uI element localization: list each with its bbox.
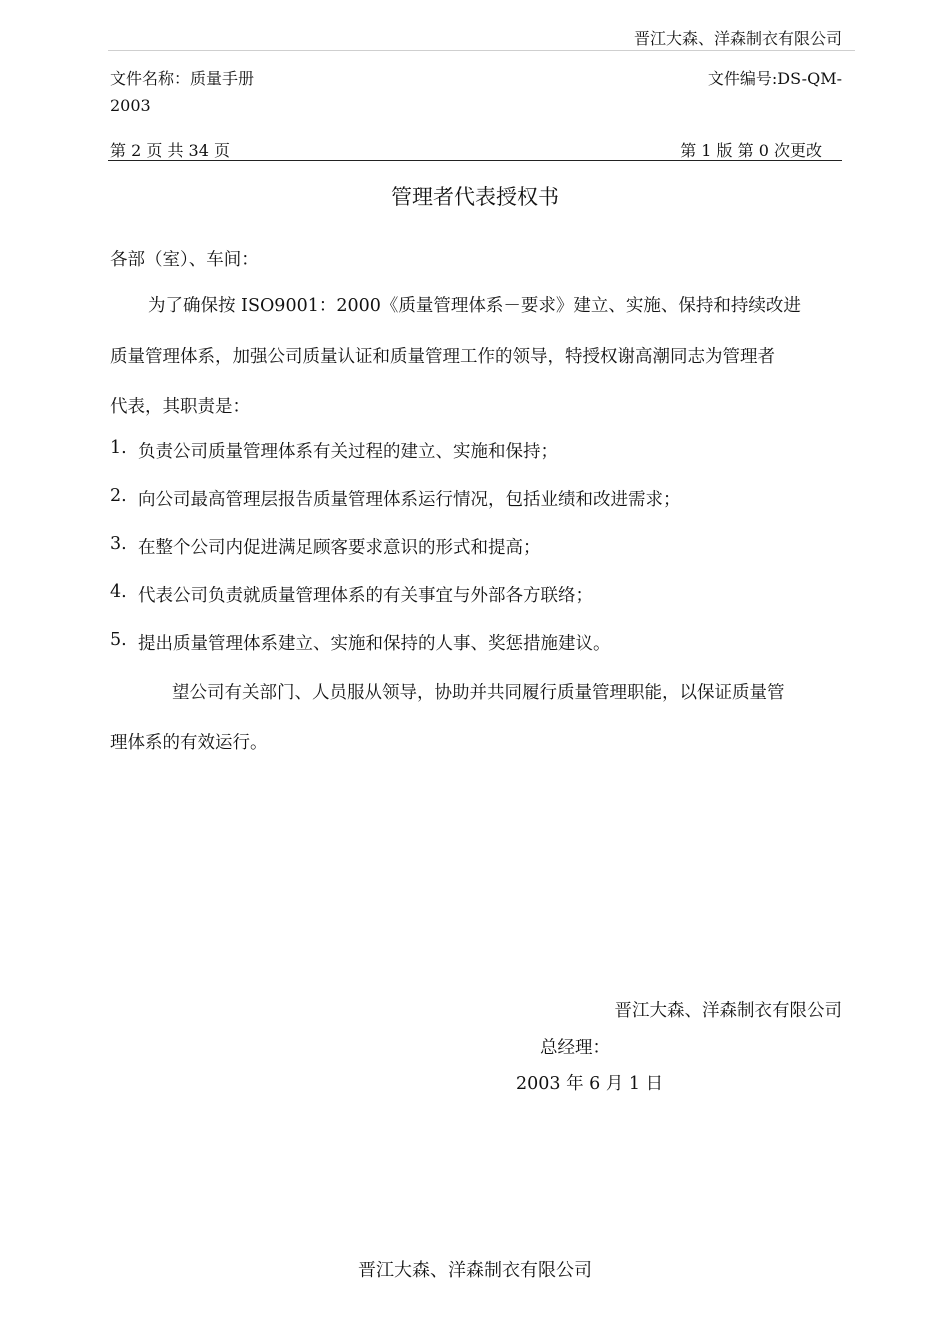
version-info: 第 1 版 第 0 次更改 <box>680 141 822 160</box>
intro-line-1: 为了确保按 ISO9001：2000《质量管理体系－要求》建立、实施、保持和持续改进 <box>148 296 801 316</box>
intro-line-2: 质量管理体系，加强公司质量认证和质量管理工作的领导，特授权谢高潮同志为管理者 <box>110 347 775 367</box>
header-company: 晋江大森、洋森制衣有限公司 <box>633 29 842 48</box>
duty-number-5: 5. <box>110 630 127 650</box>
meta-divider <box>108 160 842 161</box>
closing-line-2: 理体系的有效运行。 <box>110 733 268 753</box>
duty-number-3: 3. <box>110 534 127 554</box>
duty-text-5: 提出质量管理体系建立、实施和保持的人事、奖惩措施建议。 <box>138 634 611 654</box>
duty-text-1: 负责公司质量管理体系有关过程的建立、实施和保持； <box>138 442 558 462</box>
signature-company: 晋江大森、洋森制衣有限公司 <box>614 1001 842 1021</box>
page-info: 第 2 页 共 34 页 <box>110 141 230 160</box>
salutation: 各部（室）、车间： <box>110 250 259 270</box>
signature-manager-label: 总经理： <box>540 1038 610 1058</box>
file-name: 文件名称：质量手册 <box>110 69 255 88</box>
file-number-continued: 2003 <box>110 96 151 115</box>
footer-company: 晋江大森、洋森制衣有限公司 <box>358 1260 592 1281</box>
document-title: 管理者代表授权书 <box>391 185 559 209</box>
file-number: 文件编号:DS-QM- <box>707 69 842 88</box>
duty-text-3: 在整个公司内促进满足顾客要求意识的形式和提高； <box>138 538 541 558</box>
duty-text-2: 向公司最高管理层报告质量管理体系运行情况，包括业绩和改进需求； <box>138 490 681 510</box>
duty-number-1: 1. <box>110 438 127 458</box>
intro-line-3: 代表，其职责是： <box>110 397 250 417</box>
header-divider <box>108 50 855 51</box>
closing-line-1: 望公司有关部门、人员服从领导，协助并共同履行质量管理职能，以保证质量管 <box>172 683 785 703</box>
duty-text-4: 代表公司负责就质量管理体系的有关事宜与外部各方联络； <box>138 586 593 606</box>
signature-date: 2003 年 6 月 1 日 <box>516 1074 664 1094</box>
duty-number-4: 4. <box>110 582 127 602</box>
duty-number-2: 2. <box>110 486 127 506</box>
